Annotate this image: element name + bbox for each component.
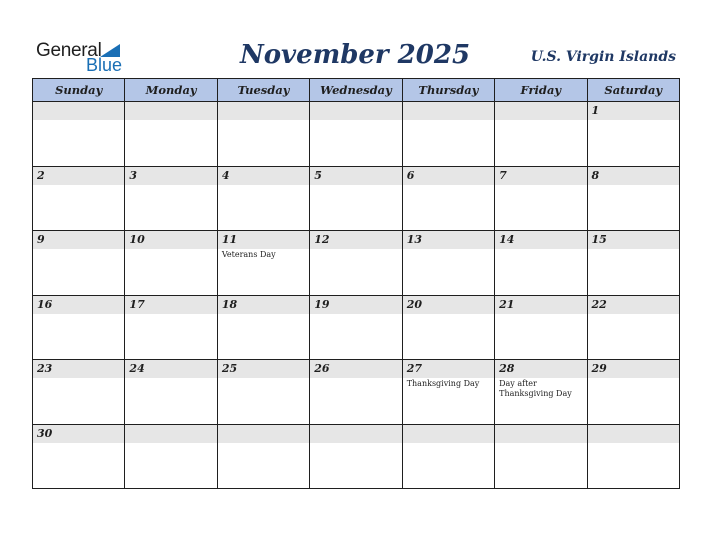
- day-cell: [33, 231, 125, 296]
- day-cell: [217, 424, 309, 489]
- day-cell: [125, 360, 217, 425]
- day-number: 18: [221, 297, 238, 311]
- day-cell: [125, 102, 217, 167]
- day-cell: [495, 102, 587, 167]
- date-band: [218, 167, 309, 185]
- date-band: [218, 102, 309, 120]
- day-number: 14: [499, 233, 515, 246]
- week-row: [33, 360, 680, 425]
- date-band: [125, 102, 216, 120]
- weekday-header-row: [33, 79, 680, 102]
- logo-word-blue: Blue: [86, 55, 123, 75]
- day-number: 4: [221, 168, 230, 182]
- day-number: 25: [221, 362, 238, 375]
- holiday-label: Day after Thanksgiving Day: [499, 379, 572, 398]
- week-row: [33, 231, 680, 296]
- day-cell: [217, 102, 309, 167]
- week-row: [33, 102, 680, 167]
- date-band: [588, 102, 679, 120]
- calendar-grid: [32, 78, 680, 489]
- day-cell: [33, 360, 125, 425]
- date-band: [310, 102, 401, 120]
- day-cell: [587, 424, 679, 489]
- day-cell: [402, 295, 494, 360]
- day-cell: [310, 231, 402, 296]
- date-band: [125, 167, 216, 185]
- holiday-label: Thanksgiving Day: [406, 379, 480, 388]
- day-cell: [495, 360, 587, 425]
- weekday-monday: Monday: [125, 79, 217, 102]
- day-number: 26: [314, 362, 330, 375]
- day-number: 11: [221, 233, 238, 246]
- weekday-wednesday: Wednesday: [310, 79, 402, 102]
- day-cell: [587, 231, 679, 296]
- date-band: [495, 167, 586, 185]
- region-label: U.S. Virgin Islands: [530, 49, 676, 65]
- day-number: 7: [499, 168, 507, 182]
- date-band: [310, 167, 401, 185]
- day-number: 12: [314, 233, 330, 246]
- week-row: [33, 166, 680, 231]
- day-number: 21: [499, 297, 515, 311]
- weekday-friday: Friday: [495, 79, 587, 102]
- day-number: 6: [406, 168, 415, 182]
- week-row: [33, 424, 680, 489]
- calendar-body: [33, 102, 680, 489]
- day-number: 8: [591, 168, 600, 182]
- day-cell: [217, 360, 309, 425]
- day-cell: [310, 424, 402, 489]
- day-cell: [402, 166, 494, 231]
- day-cell: [402, 102, 494, 167]
- day-cell: [402, 424, 494, 489]
- day-number: 22: [591, 297, 607, 311]
- day-number: 19: [314, 297, 330, 311]
- day-number: 24: [129, 362, 145, 375]
- day-number: 16: [37, 297, 53, 311]
- day-cell: [587, 166, 679, 231]
- date-band: [310, 425, 401, 443]
- day-cell: [125, 424, 217, 489]
- day-cell: [402, 231, 494, 296]
- day-cell: [125, 166, 217, 231]
- day-number: 2: [37, 168, 45, 182]
- date-band: [588, 167, 679, 185]
- day-cell: [587, 102, 679, 167]
- logo-word-general: General: [36, 40, 102, 61]
- day-cell: [310, 102, 402, 167]
- day-number: 27: [406, 362, 422, 375]
- day-number: 17: [129, 297, 145, 311]
- date-band: [125, 425, 216, 443]
- day-number: 23: [37, 362, 53, 375]
- day-cell: [402, 360, 494, 425]
- day-cell: [33, 166, 125, 231]
- date-band: [33, 167, 124, 185]
- day-number: 30: [37, 426, 53, 440]
- date-band: [403, 102, 494, 120]
- weekday-tuesday: Tuesday: [217, 79, 309, 102]
- day-number: 28: [499, 362, 515, 375]
- date-band: [588, 425, 679, 443]
- day-cell: [495, 424, 587, 489]
- day-number: 20: [406, 297, 422, 311]
- day-number: 3: [129, 168, 138, 182]
- day-number: 5: [314, 168, 322, 182]
- date-band: [403, 167, 494, 185]
- day-cell: [33, 102, 125, 167]
- day-number: 9: [37, 233, 45, 246]
- day-number: 1: [591, 104, 600, 117]
- date-band: [33, 231, 124, 249]
- holiday-label: Veterans Day: [221, 250, 276, 259]
- date-band: [495, 425, 586, 443]
- page-title: November 2025: [239, 40, 471, 70]
- day-number: 10: [129, 233, 145, 246]
- day-cell: [310, 360, 402, 425]
- day-cell: [33, 295, 125, 360]
- day-cell: [33, 424, 125, 489]
- day-cell: [495, 166, 587, 231]
- day-cell: [495, 295, 587, 360]
- day-number: 29: [591, 362, 607, 375]
- day-cell: [125, 295, 217, 360]
- day-cell: [587, 295, 679, 360]
- day-cell: [587, 360, 679, 425]
- day-cell: [310, 166, 402, 231]
- day-cell: [217, 231, 309, 296]
- day-number: 13: [406, 233, 422, 246]
- weekday-saturday: Saturday: [587, 79, 679, 102]
- day-cell: [217, 295, 309, 360]
- day-number: 15: [591, 233, 607, 246]
- day-cell: [217, 166, 309, 231]
- date-band: [218, 425, 309, 443]
- day-cell: [125, 231, 217, 296]
- logo: [36, 40, 136, 74]
- date-band: [403, 425, 494, 443]
- day-cell: [310, 295, 402, 360]
- day-cell: [495, 231, 587, 296]
- week-row: [33, 295, 680, 360]
- date-band: [495, 102, 586, 120]
- weekday-thursday: Thursday: [402, 79, 494, 102]
- weekday-sunday: Sunday: [33, 79, 125, 102]
- date-band: [33, 102, 124, 120]
